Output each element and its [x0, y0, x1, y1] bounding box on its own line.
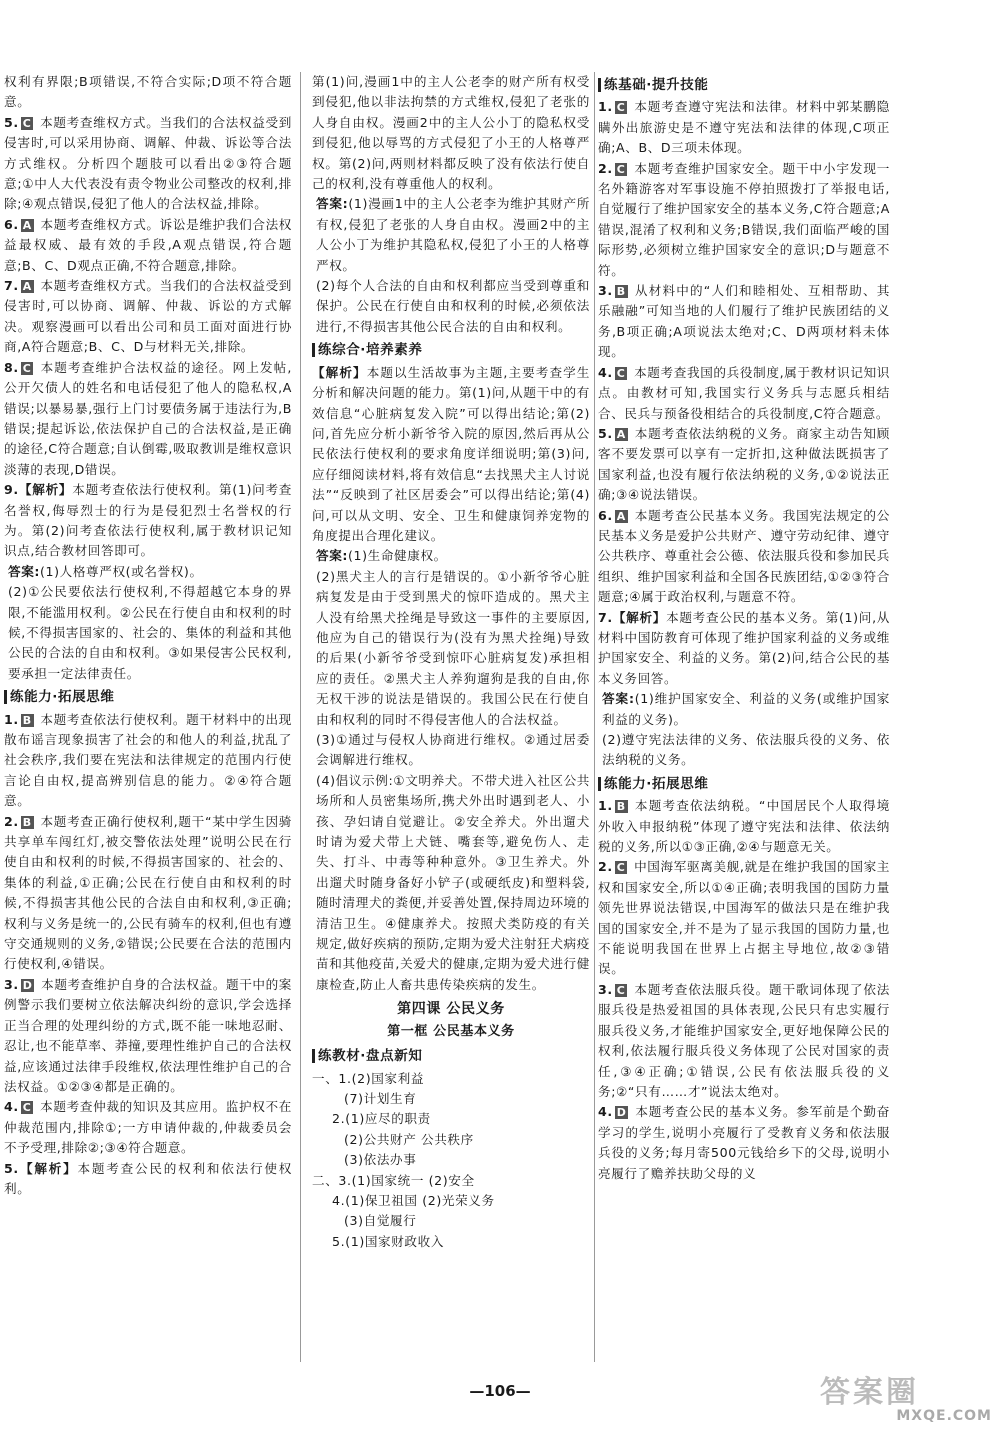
answer-block: 答案:(1)维护国家安全、利益的义务(或维护国家利益的义务)。 (2)遵守宪法法律的义务、依法服兵役的义务、依法纳税的义务。 — [602, 691, 890, 768]
answer-item: 3. B 从材料中的“人们和睦相处、互相帮助、其乐融融”可知当地的人们履行了维护民族团结的义务,B项正确;A项说法太绝对;C、D两项材料未体现。 — [598, 283, 890, 360]
list-item: (7)计划生育 — [344, 1090, 417, 1106]
list-item: 4.(1)保卫祖国 (2)光荣义务 — [332, 1192, 495, 1208]
answer-item: 1. B 本题考查依法行使权利。题干材料中的出现散布谣言现象损害了社会的和他人的利益,扰乱了社会秩序,我们要在宪法和法律规定的范围内行使言论自由权,提高辨别信息的能力。②④符合题意。 — [4, 711, 292, 809]
answer-badge: B — [22, 713, 32, 727]
answer-item: 2. C 中国海军驱离美舰,就是在维护我国的国家主权和国家安全,所以①④正确;表明我国的国防力量领先世界说法错误,中国海军的做法只是在维护我国的国家安全,并不是为了显示我国的国防力量,也不能说明我国在世界上占据主导地位,故②③错误。 — [598, 859, 890, 977]
answer-item: 1. B 本题考查依法纳税。“中国居民个人取得境外收入申报纳税”体现了遵守宪法和法律、依法纳税的义务,所以①③正确,②④与题意无关。 — [598, 798, 890, 855]
answer-badge: C — [616, 983, 626, 997]
column-divider — [594, 72, 595, 1362]
fill-in-list — [312, 1069, 590, 1253]
answer-badge: B — [616, 800, 626, 814]
answer-badge: D — [22, 978, 33, 992]
section-heading: 练能力·拓展思维 — [4, 687, 292, 707]
section-heading: 练综合·培养素养 — [312, 340, 590, 360]
list-item: (3)依法办事 — [344, 1152, 417, 1168]
section-heading: 练能力·拓展思维 — [598, 774, 890, 794]
answer-block: 答案:(1)人格尊严权(或名誉权)。 (2)①公民要依法行使权利,不得超越它本身的界限,不能滥用权利。②公民在行使自由和权利的时候,不得损害国家的、社会的、集体的利益和其他公民的合法的自由和权利。③如果侵害公民权利,要承担一定法律责任。 — [8, 563, 292, 681]
answer-item: 3. C 本题考查依法服兵役。题干歌词体现了依法服兵役是热爱祖国的具体表现,公民只有忠实履行服兵役义务,才能维护国家安全,更好地保障公民的权利,依法履行服兵役义务体现了公民对国家的责任,③④正确;①错误,公民有依法服兵役的义务;②“只有……才”说法太绝对。 — [598, 981, 890, 1099]
answer-item: 5. A 本题考查依法纳税的义务。商家主动告知顾客不要发票可以享有一定折扣,这种做法既损害了国家利益,也没有履行依法纳税的义务,①②说法正确;③④说法错误。 — [598, 425, 890, 503]
answer-item: 【解析】本题以生活故事为主题,主要考查学生分析和解决问题的能力。第(1)问,从题干中的有效信息“心脏病复发入院”可以得出结论;第(2)问,首先应分析小新爷爷入院的原因,然后再从公民依法行使权利的要求角度详细说明;第(3)问,应仔细阅读材料,将有效信息“去找黑犬主人讨说法”“反映到了社区居委会”可以得出结论;第(4)问,可以从文明、安全、卫生和健康饲养宠物的角度提出合理化建议。 — [312, 364, 591, 543]
answer-item: 3. D 本题考查维护自身的合法权益。题干中的案例警示我们要树立依法解决纠纷的意识,学会选择正当合理的处理纠纷的方式,既不能一味地忍耐、忍让,也不能草率、莽撞,要理性维护自己的合法权益,应该通过法律手段维权,依法理性维护自己的合法权益。①②③④都是正确的。 — [4, 976, 292, 1094]
answer-badge: C — [616, 861, 626, 875]
answer-item: 7. A 本题考查维权方式。当我们的合法权益受到侵害时,可以协商、调解、仲裁、诉讼的方式解决。观察漫画可以看出公司和员工面对面进行协商,A符合题意;B、C、D与材料无关,排除。 — [4, 278, 292, 355]
answer-block: 答案:(1)漫画1中的主人公老李为维护其财产所有权,侵犯了老张的人身自由权。漫画2中的主人公小丁为维护其隐私权,侵犯了小王的人格尊严权。 (2)每个人合法的自由和权利都应当受到尊重和保护。公民在行使自由和权利的时候,必须依法进行,不得损害其他公民合法的自由和权利。 — [316, 196, 590, 334]
section-heading: 练教材·盘点新知 — [312, 1046, 590, 1066]
answer-badge: C — [22, 361, 32, 375]
paragraph: 第(1)问,漫画1中的主人公老李的财产所有权受到侵犯,他以非法拘禁的方式维权,侵犯了老张的人身自由权。漫画2中的主人公小丁的隐私权受到侵犯,他以辱骂的方式侵犯了小王的人格尊严权。第(2)问,两则材料都反映了没有依法行使自己的权利,没有尊重他人的权利。 — [312, 74, 590, 192]
lesson-subtitle: 第一框 公民基本义务 — [387, 1023, 515, 1039]
column-left — [4, 72, 292, 1199]
answer-badge: C — [616, 101, 626, 115]
column-middle — [312, 72, 590, 1252]
answer-item: 5. C 本题考查维权方式。当我们的合法权益受到侵害时,可以采用协商、调解、仲裁、诉讼等合法方式维权。分析四个题肢可以看出②③符合题意;①中人大代表没有责令物业公司整改的权利,排除;④观点错误,侵犯了他人的合法权益,排除。 — [4, 114, 292, 212]
answer-badge: A — [22, 280, 32, 294]
answer-item: 8. C 本题考查维护合法权益的途径。网上发帖,公开欠债人的姓名和电话侵犯了他人的隐私权,A错误;以暴易暴,强行上门讨要债务属于违法行为,B错误;提起诉讼,依法保护自己的合法权益,是正确的途径,C符合题意;自认倒霉,吸取教训是维权意识淡薄的表现,D错误。 — [4, 359, 292, 477]
list-item: 二、3.(1)国家统一 (2)安全 — [312, 1172, 475, 1188]
answer-badge: C — [22, 116, 32, 130]
answer-badge: C — [616, 162, 626, 176]
list-item: 5.(1)国家财政收入 — [332, 1233, 445, 1249]
answer-item: 4. C 本题考查我国的兵役制度,属于教材识记知识点。由教材可知,我国实行义务兵与志愿兵相结合、民兵与预备役相结合的兵役制度,C符合题意。 — [598, 364, 890, 421]
answer-badge: B — [616, 285, 626, 299]
answer-badge: A — [22, 218, 32, 232]
answer-item: 5.【解析】本题考查公民的权利和依法行使权利。 — [4, 1160, 292, 1196]
column-right — [598, 72, 890, 1184]
section-heading: 练基础·提升技能 — [598, 75, 890, 95]
answer-badge: C — [22, 1101, 32, 1115]
answer-item: 1. C 本题考查遵守宪法和法律。材料中郭某鹏隐瞒外出旅游史是不遵守宪法和法律的体现,C项正确;A、B、D三项未体现。 — [598, 99, 890, 156]
answer-badge: A — [616, 509, 626, 523]
answer-item: 2. C 本题考查维护国家安全。题干中小宇发现一名外籍游客对军事设施不停拍照拨打了举报电话,自觉履行了维护国家安全的基本义务,C符合题意;A错误,混淆了权利和义务;B错误,我们面临严峻的国际形势,必须树立维护国家安全的意识;D与题意不符。 — [598, 160, 890, 278]
answer-item: 9.【解析】本题考查依法行使权利。第(1)问考查名誉权,侮辱烈士的行为是侵犯烈士名誉权的行为。第(2)问考查依法行使权利,属于教材识记知识点,结合教材回答即可。 — [4, 482, 293, 559]
watermark-logo: 答案圈 MXQE.COM — [820, 1375, 992, 1424]
list-item: 2.(1)应尽的职责 — [332, 1111, 431, 1127]
answer-item: 4. D 本题考查公民的基本义务。参军前是个勤奋学习的学生,说明小亮履行了受教育义务和依法服兵役的义务;每月寄500元钱给乡下的父母,说明小亮履行了赡养扶助父母的义 — [598, 1104, 890, 1181]
list-item: (2)公共财产 公共秩序 — [344, 1131, 474, 1147]
page-number: —106— — [469, 1382, 531, 1400]
answer-item: 4. C 本题考查仲裁的知识及其应用。监护权不在仲裁范围内,排除①;一方申请仲裁的,仲裁委员会不予受理,排除②;③④符合题意。 — [4, 1099, 292, 1156]
lesson-title: 第四课 公民义务 — [397, 1001, 505, 1018]
answer-badge: A — [616, 427, 626, 441]
answer-item: 6. A 本题考查公民基本义务。我国宪法规定的公民基本义务是爱护公共财产、遵守劳动纪律、遵守公共秩序、尊重社会公德、依法服兵役和参加民兵组织、维护国家利益和全国各民族团结,①②③符合题意;④属于政治权利,与题意不符。 — [598, 507, 890, 605]
answer-badge: C — [616, 366, 626, 380]
answer-badge: B — [22, 815, 32, 829]
answer-item: 7.【解析】本题考查公民的基本义务。第(1)问,从材料中国防教育可体现了维护国家利益的义务或维护国家安全、利益的义务。第(2)问,结合公民的基本义务回答。 — [598, 609, 890, 686]
list-item: 一、1.(2)国家利益 — [312, 1070, 425, 1086]
answer-item: 6. A 本题考查维权方式。诉讼是维护我们合法权益最权威、最有效的手段,A观点错误,符合题意;B、C、D观点正确,不符合题意,排除。 — [4, 216, 292, 273]
list-item: (3)自觉履行 — [344, 1213, 417, 1229]
answer-block: 答案:(1)生命健康权。 (2)黑犬主人的言行是错误的。①小新爷爷心脏病复发是由于受到黑犬的惊吓造成的。黑犬主人没有给黑犬拴绳是导致这一事件的主要原因,他应为自己的错误行为(没有为黑犬拴绳)导致的后果(小新爷爷受到惊吓心脏病复发)承担相应的责任。②黑犬主人养狗遛狗是我的自由,你无权干涉的说法是错误的。我国公民在行使自由和权利的同时不得侵害他人的合法权益。 (3)①通过与侵权人协商进行维权。②通过居委会调解进行维权。 (4)倡议示例:①文明养犬。不带犬进入社区公共场所和人员密集场所,携犬外出时遇到老人、小孩、孕妇请自觉避让。②安全养犬。外出遛犬时请为爱犬带上犬链、嘴套等,避免伤人、走失、打斗、中毒等种种意外。③卫生养犬。外出遛犬时随身备好小铲子(或硬纸皮)和塑料袋,随时清理犬的粪便,并妥善处置,保持周边环境的清洁卫生。④健康养犬。按照犬类防疫的有关规定,做好疾病的预防,定期为爱犬注射狂犬病疫苗和其他疫苗,关爱犬的健康,定期为爱犬进行健康检查,防止人畜共患传染疾病的发生。 — [316, 548, 590, 992]
paragraph: 权利有界限;B项错误,不符合实际;D项不符合题意。 — [4, 74, 292, 110]
answer-item: 2. B 本题考查正确行使权利,题干“某中学生因骑共享单车闯红灯,被交警依法处理”说明公民在行使自由和权利的时候,不得损害国家的、社会的、集体的利益,①正确;公民在行使自由和权利的时候,不得损害其他公民的合法自由和权利,③正确;权利与义务是统一的,公民有骑车的权利,但也有遵守交通规则的义务,②错误;公民要在合法的范围内行使权利,④错误。 — [4, 813, 292, 972]
column-divider — [300, 72, 301, 1362]
answer-badge: D — [616, 1106, 627, 1120]
